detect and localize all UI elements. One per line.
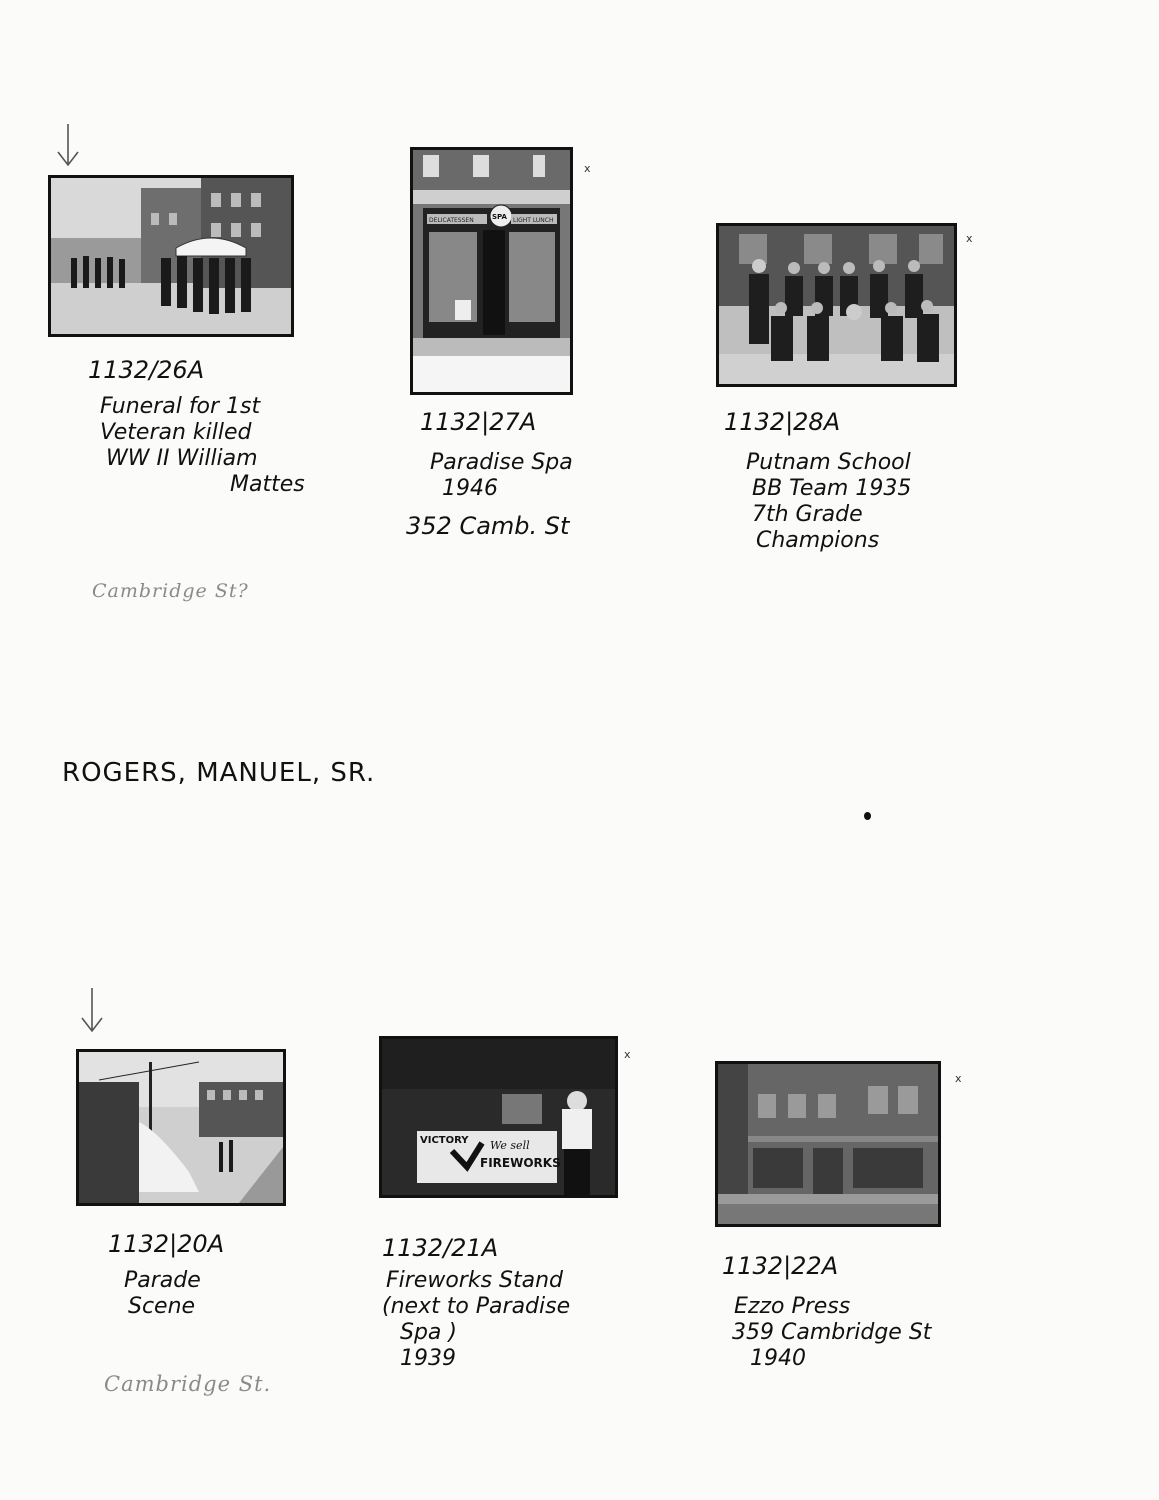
photo-id: 1132|20A bbox=[108, 1230, 225, 1258]
caption-line: (next to Paradise bbox=[382, 1294, 571, 1320]
down-arrow-icon bbox=[79, 986, 105, 1034]
photo-fireworks-stand bbox=[379, 1036, 618, 1198]
caption-line: Ezzo Press bbox=[734, 1294, 851, 1320]
photo-parade-scene bbox=[76, 1049, 286, 1206]
pencil-note-cambridge-st: Cambridge St? bbox=[92, 580, 249, 602]
photo-ezzo-press bbox=[715, 1061, 941, 1227]
caption-line: Funeral for 1st bbox=[100, 394, 261, 420]
photo-paradise-spa bbox=[410, 147, 573, 395]
photo-sign-victory: VICTORY bbox=[420, 1135, 469, 1146]
photo-id: 1132/21A bbox=[382, 1234, 499, 1262]
ink-dot bbox=[864, 812, 871, 820]
caption-1132-22a bbox=[722, 1252, 931, 1372]
caption-line: Parade bbox=[124, 1268, 201, 1294]
mark-x: x bbox=[624, 1048, 631, 1061]
caption-line: 352 Camb. St bbox=[406, 512, 570, 541]
caption-line: Veteran killed bbox=[100, 420, 252, 446]
mark-x: x bbox=[584, 162, 591, 175]
photo-id: 1132|27A bbox=[420, 408, 537, 436]
caption-line: 359 Cambridge St bbox=[732, 1320, 932, 1346]
mark-x: x bbox=[955, 1072, 962, 1085]
caption-line: Putnam School bbox=[746, 450, 911, 476]
photo-sign-delicatessen: DELICATESSEN bbox=[429, 217, 474, 224]
caption-line: BB Team 1935 bbox=[752, 476, 912, 502]
caption-1132-26a bbox=[88, 356, 305, 498]
caption-line: 1946 bbox=[442, 476, 498, 502]
caption-line: Scene bbox=[128, 1294, 196, 1320]
caption-line: WW II William bbox=[106, 446, 258, 472]
caption-line: Fireworks Stand bbox=[386, 1268, 564, 1294]
page-title: ROGERS, MANUEL, SR. bbox=[62, 758, 376, 788]
caption-line: Spa ) bbox=[400, 1320, 457, 1346]
photo-id: 1132|28A bbox=[724, 408, 841, 436]
photo-basketball-team bbox=[716, 223, 957, 387]
photo-funeral-procession bbox=[48, 175, 294, 337]
mark-x: x bbox=[966, 232, 973, 245]
caption-1132-20a bbox=[108, 1230, 224, 1320]
photo-sign-we-sell: We sell bbox=[490, 1139, 530, 1152]
caption-line: Champions bbox=[756, 528, 880, 554]
caption-1132-21a bbox=[382, 1234, 570, 1372]
pencil-note-cambridge-st: Cambridge St. bbox=[104, 1372, 272, 1396]
caption-1132-28a bbox=[724, 408, 911, 554]
photo-id: 1132|22A bbox=[722, 1252, 839, 1280]
caption-line: 1940 bbox=[750, 1346, 806, 1372]
caption-line: Mattes bbox=[230, 472, 305, 498]
photo-id: 1132/26A bbox=[88, 356, 205, 384]
caption-line: Paradise Spa bbox=[430, 450, 573, 476]
photo-sign-light-lunch: LIGHT LUNCH bbox=[513, 217, 554, 224]
photo-sign-fireworks: FIREWORKS bbox=[480, 1156, 561, 1170]
down-arrow-icon bbox=[55, 122, 81, 168]
caption-1132-27a bbox=[406, 408, 573, 541]
caption-line: 1939 bbox=[400, 1346, 456, 1372]
photo-sign-spa: SPA bbox=[492, 213, 507, 221]
caption-line: 7th Grade bbox=[752, 502, 863, 528]
